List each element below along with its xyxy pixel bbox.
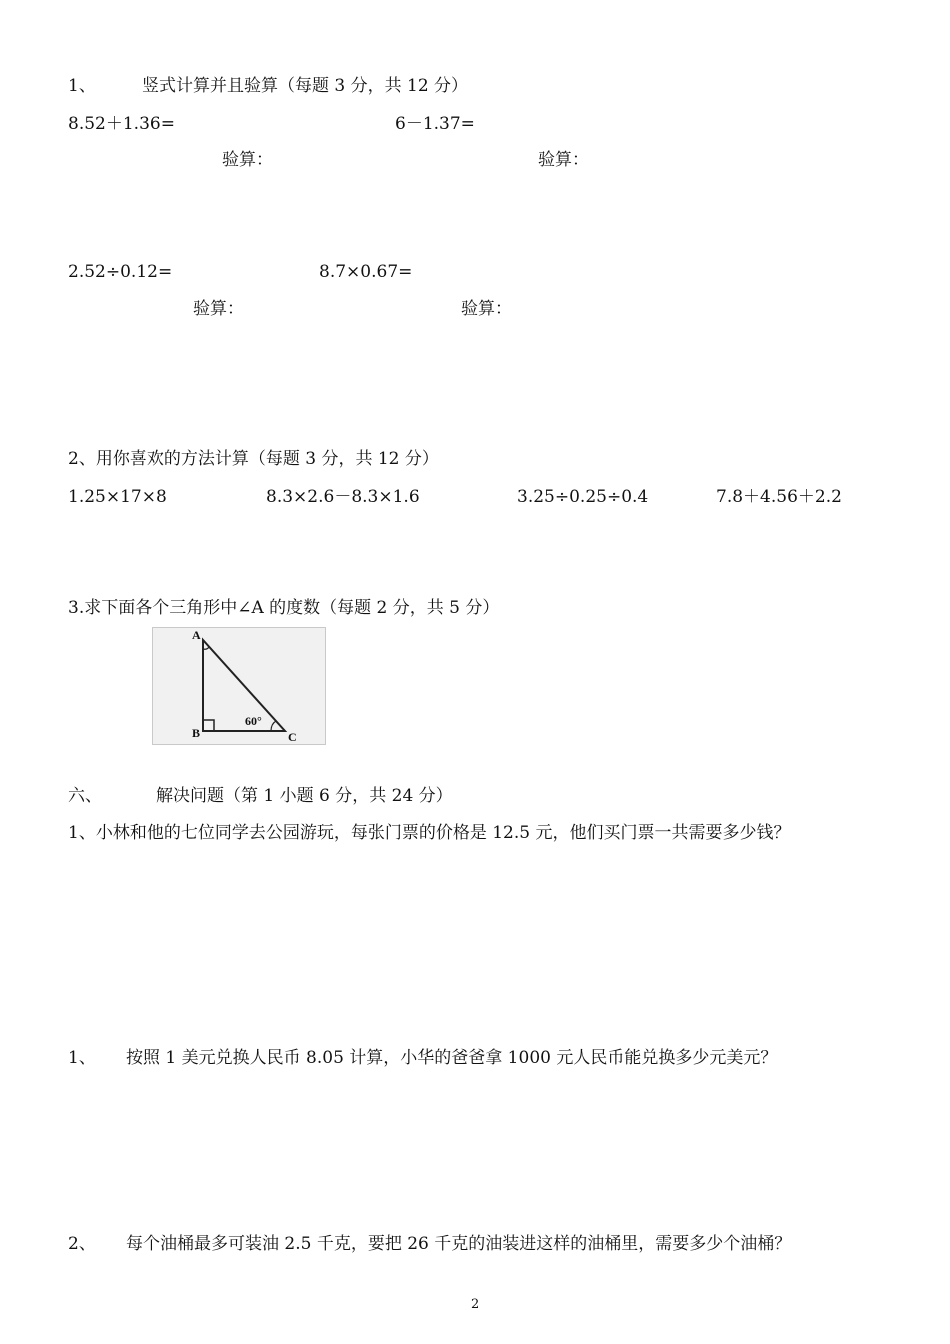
- word-problem: 每个油桶最多可装油 2.5 千克，要把 26 千克的油装进这样的油桶里，需要多少个油桶？: [126, 1234, 792, 1254]
- triangle-outline: [203, 640, 285, 731]
- word-problem: 按照 1 美元兑换人民币 8.05 计算，小华的爸爸拿 1000 元人民币能兑换多少元美元？: [126, 1048, 778, 1068]
- word-problem-number: 1、: [68, 1048, 96, 1068]
- section1-heading-number: 1、: [68, 76, 96, 96]
- check-label: 验算：: [222, 150, 273, 170]
- word-problem-number: 2、: [68, 1234, 96, 1254]
- section1-heading: 竖式计算并且验算（每题 3 分，共 12 分）: [142, 76, 469, 96]
- check-label: 验算：: [538, 150, 589, 170]
- section6-heading-number: 六、: [68, 786, 102, 806]
- calc-problem: 7.8＋4.56＋2.2: [716, 487, 842, 507]
- calc-problem: 1.25×17×8: [68, 487, 167, 507]
- vertex-c-label: C: [288, 730, 297, 744]
- vertex-b-label: B: [192, 726, 201, 740]
- right-angle-marker: [203, 720, 214, 731]
- check-label: 验算：: [193, 299, 244, 319]
- word-problem: 1、小林和他的七位同学去公园游玩，每张门票的价格是 12.5 元，他们买门票一共需要多少钱？: [68, 823, 791, 843]
- section6-heading: 解决问题（第 1 小题 6 分，共 24 分）: [156, 786, 453, 806]
- check-label: 验算：: [461, 299, 512, 319]
- triangle-figure: [152, 627, 326, 745]
- problem-expression: 8.7×0.67=: [319, 262, 413, 282]
- page-number: 2: [471, 1297, 480, 1312]
- calc-problem: 8.3×2.6－8.3×1.6: [266, 487, 420, 507]
- problem-expression: 6－1.37=: [395, 114, 475, 134]
- problem-expression: 2.52÷0.12=: [68, 262, 173, 282]
- vertex-a-label: A: [192, 628, 201, 642]
- angle-c-label: 60°: [245, 714, 262, 728]
- section3-heading: 3.求下面各个三角形中∠A 的度数（每题 2 分，共 5 分）: [68, 598, 500, 618]
- angle-c-arc: [271, 721, 276, 731]
- calc-problem: 3.25÷0.25÷0.4: [517, 487, 649, 507]
- section2-heading: 2、用你喜欢的方法计算（每题 3 分，共 12 分）: [68, 449, 439, 469]
- right-triangle-diagram: [153, 628, 327, 746]
- problem-expression: 8.52＋1.36=: [68, 114, 175, 134]
